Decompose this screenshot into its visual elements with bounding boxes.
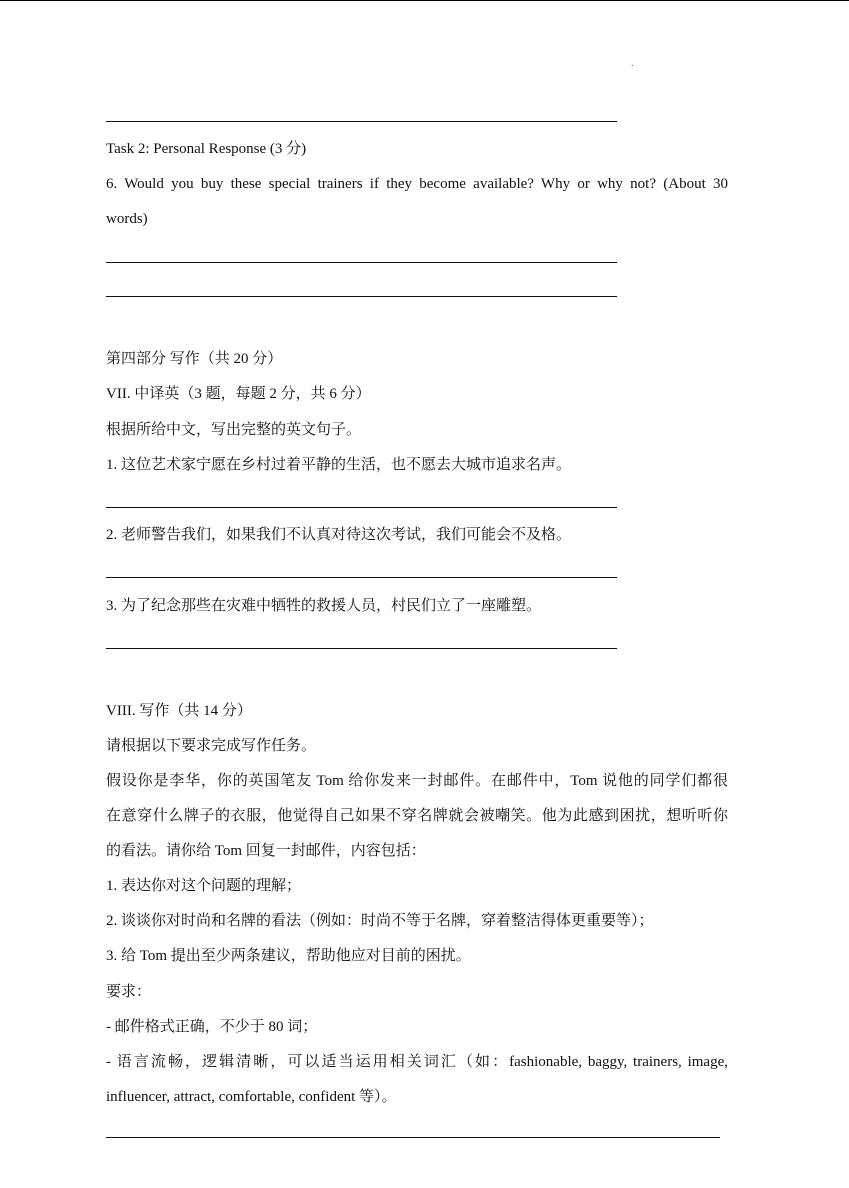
q6-text-line2: words) [106,211,148,227]
requirement-1: - 邮件格式正确，不少于 80 词； [106,1019,318,1035]
requirements-label: 要求： [106,984,152,1000]
translation-item-2: 2. 老师警告我们，如果我们不认真对待这次考试，我们可能会不及格。 [106,527,572,543]
sec8-heading: VIII. 写作（共 14 分） [106,703,252,719]
translation-item-3: 3. 为了纪念那些在灾难中牺牲的救援人员，村民们立了一座雕塑。 [106,598,542,614]
sec8-instruction: 请根据以下要求完成写作任务。 [106,738,317,754]
requirement-2-cont: influencer, attract, comfortable, confident 等）。 [106,1089,397,1105]
task2-heading: Task 2: Personal Response (3 分) [106,141,307,157]
q6-answer-line-1[interactable] [106,262,617,263]
part4-heading: 第四部分 写作（共 20 分） [106,351,283,367]
sec7-heading: VII. 中译英（3 题，每题 2 分，共 6 分） [106,386,371,402]
writing-point-3: 3. 给 Tom 提出至少两条建议，帮助他应对目前的困扰。 [106,948,471,964]
writing-prompt-line-3: 的看法。请你给 Tom 回复一封邮件，内容包括： [106,843,426,859]
stray-mark: . [631,58,634,69]
page-top-border [0,0,849,1]
writing-prompt-line-1: 假设你是李华，你的英国笔友 Tom 给你发来一封邮件。在邮件中，Tom 说他的同学们都很 [106,773,728,789]
writing-point-2: 2. 谈谈你对时尚和名牌的看法（例如：时尚不等于名牌，穿着整洁得体更重要等）； [106,913,654,929]
sec7-instruction: 根据所给中文，写出完整的英文句子。 [106,422,362,438]
translation-item-1: 1. 这位艺术家宁愿在乡村过着平静的生活，也不愿去大城市追求名声。 [106,457,572,473]
writing-prompt-line-2: 在意穿什么牌子的衣服，他觉得自己如果不穿名牌就会被嘲笑。他为此感到困扰，想听听你 [106,808,728,824]
writing-point-1: 1. 表达你对这个问题的理解； [106,878,302,894]
q6-answer-line-2[interactable] [106,296,617,297]
q6-text-line1: 6. Would you buy these special trainers if they become available? Why or why not? (About 30 [106,176,728,192]
requirement-2: - 语言流畅，逻辑清晰，可以适当运用相关词汇（如：fashionable, baggy, trainers, image, [106,1054,728,1070]
translation-answer-line-1[interactable] [106,507,617,508]
translation-answer-line-2[interactable] [106,577,617,578]
answer-line-prev[interactable] [106,121,617,122]
translation-answer-line-3[interactable] [106,648,617,649]
writing-answer-line[interactable] [106,1137,720,1138]
